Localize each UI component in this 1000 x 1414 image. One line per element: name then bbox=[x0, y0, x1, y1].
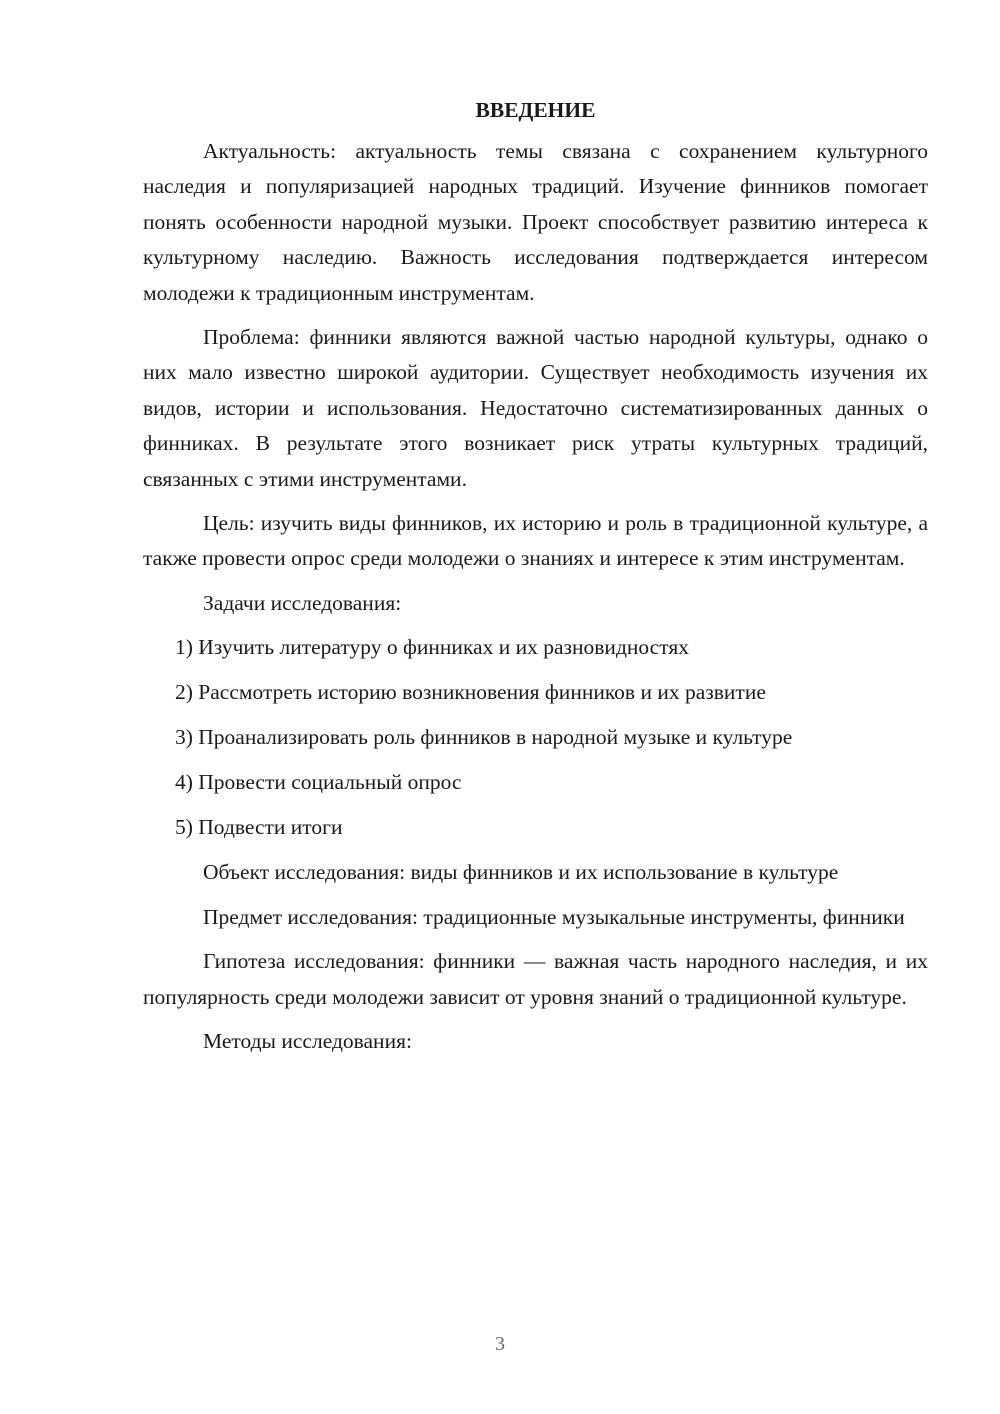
problem-paragraph: Проблема: финники являются важной частью народной культуры, однако о них мало известно широкой аудитории. Существует необходимость изучения их видов, истории и использования. Недостаточно систематизированных данных о финниках. В результате этого возникает риск утраты культурных традиций, связанных с этими инструментами. bbox=[143, 325, 928, 491]
list-item: 5) Подвести итоги bbox=[175, 815, 343, 840]
subject-paragraph: Предмет исследования: традиционные музыкальные инструменты, финники bbox=[203, 904, 905, 929]
tasks-list bbox=[143, 630, 928, 845]
relevance-paragraph: Актуальность: актуальность темы связана с сохранением культурного наследия и популяризацией народных традиций. Изучение финников помогает понять особенности народной музыки. Проект способствует развитию интереса к культурному наследию. Важность исследования подтверждается интересом молодежи к традиционным инструментам. bbox=[143, 139, 928, 305]
object-paragraph: Объект исследования: виды финников и их использование в культуре bbox=[203, 860, 839, 885]
list-item: 3) Проанализировать роль финников в народной музыке и культуре bbox=[175, 725, 793, 750]
methods-heading: Методы исследования: bbox=[203, 1028, 412, 1053]
list-item: 1) Изучить литературу о финниках и их разновидностях bbox=[175, 635, 689, 660]
section-title: ВВЕДЕНИЕ bbox=[475, 98, 596, 122]
tasks-heading: Задачи исследования: bbox=[203, 590, 402, 615]
hypothesis-paragraph: Гипотеза исследования: финники — важная часть народного наследия, и их популярность среди молодежи зависит от уровня знаний о традиционной культуре. bbox=[143, 949, 928, 1009]
list-item: 4) Провести социальный опрос bbox=[175, 770, 462, 795]
list-item: 2) Рассмотреть историю возникновения финников и их развитие bbox=[175, 680, 766, 705]
document-page bbox=[143, 92, 928, 1068]
page-number: 3 bbox=[495, 1333, 505, 1355]
goal-paragraph: Цель: изучить виды финников, их историю и роль в традиционной культуре, а также провести опрос среди молодежи о знаниях и интересе к этим инструментам. bbox=[143, 511, 928, 571]
